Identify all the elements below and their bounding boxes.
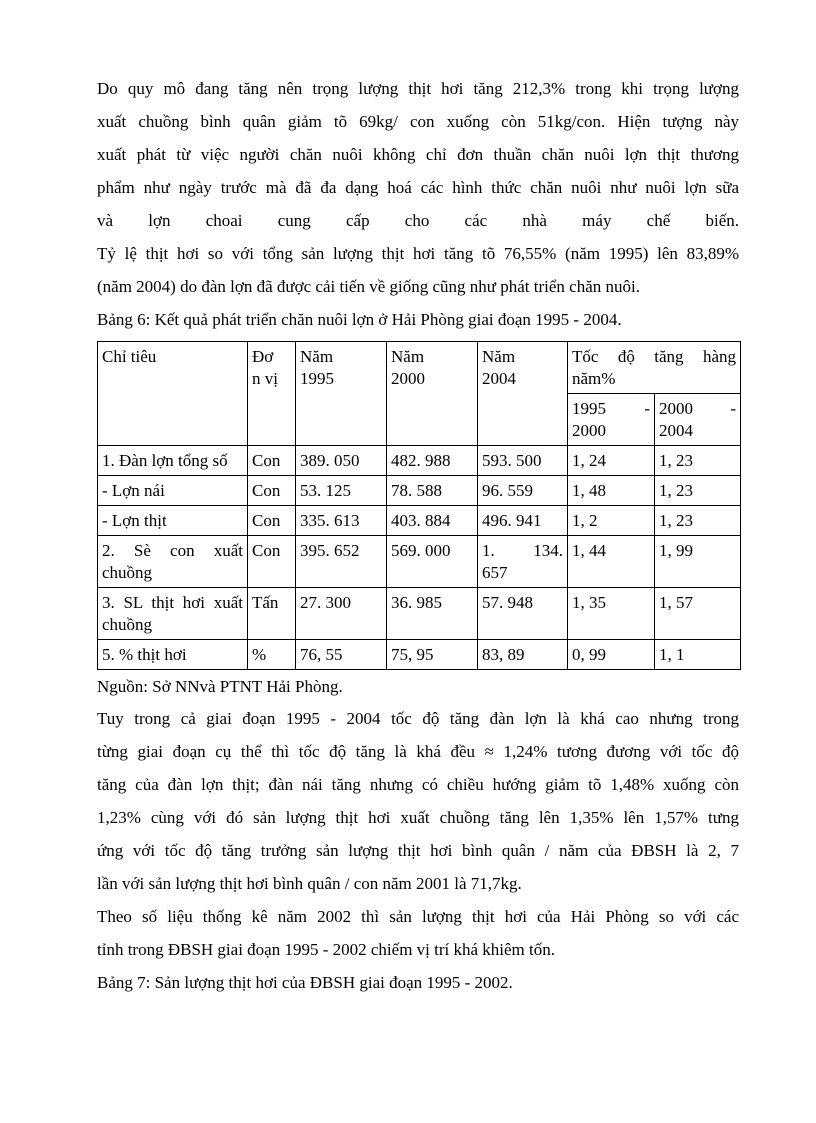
cell-indicator: 3. SL thịt hơi xuất chuồng: [98, 588, 248, 640]
text-line: ứng với tốc độ tăng trưởng sản lượng thịt hơi bình quân / năm của ĐBSH là 2, 7: [97, 841, 739, 860]
table-row: [98, 506, 741, 536]
document-page: [97, 72, 739, 999]
table-row: [98, 640, 741, 670]
cell-unit: Con: [248, 476, 296, 506]
header-indicator: Chỉ tiêu: [98, 342, 248, 446]
cell-indicator: 5. % thịt hơi: [98, 640, 248, 670]
cell-growth-1995-2000: 1, 48: [568, 476, 655, 506]
paragraph-growth-analysis: [97, 702, 739, 900]
cell-unit: Con: [248, 536, 296, 588]
header-year-2004: Năm 2004: [478, 342, 568, 446]
cell-growth-2000-2004: 1, 23: [655, 476, 741, 506]
cell-1995: 389. 050: [296, 446, 387, 476]
table7-caption: Bảng 7: Sản lượng thịt hơi của ĐBSH giai đoạn 1995 - 2002.: [97, 973, 513, 992]
cell-growth-1995-2000: 1, 44: [568, 536, 655, 588]
table-row: [98, 588, 741, 640]
cell-growth-2000-2004: 1, 99: [655, 536, 741, 588]
cell-unit: Con: [248, 446, 296, 476]
cell-indicator: 1. Đàn lợn tổng số: [98, 446, 248, 476]
cell-growth-1995-2000: 0, 99: [568, 640, 655, 670]
cell-growth-1995-2000: 1, 24: [568, 446, 655, 476]
paragraph-meat-weight: [97, 72, 739, 303]
cell-2000: 36. 985: [387, 588, 478, 640]
cell-unit: %: [248, 640, 296, 670]
cell-1995: 53. 125: [296, 476, 387, 506]
text-line: Do quy mô đang tăng nên trọng lượng thịt hơi tăng 212,3% trong khi trọng lượng: [97, 79, 739, 98]
table-row: [98, 446, 741, 476]
text-line: Theo số liệu thống kê năm 2002 thì sản lượng thịt hơi của Hải Phòng so với các: [97, 907, 739, 926]
cell-2004: 57. 948: [478, 588, 568, 640]
cell-2000: 75, 95: [387, 640, 478, 670]
text-line: phẩm như ngày trước mà đã đa dạng hoá các hình thức chăn nuôi như nuôi lợn sữa: [97, 178, 739, 197]
text-line: (năm 2004) do đàn lợn đã được cải tiến về giống cũng như phát triển chăn nuôi.: [97, 277, 640, 296]
text-line: lần với sản lượng thịt hơi bình quân / con năm 2001 là 71,7kg.: [97, 874, 522, 893]
header-period-2000-2004: 2000 - 2004: [655, 394, 741, 446]
text-line: từng giai đoạn cụ thể thì tốc độ tăng là khá đều ≈ 1,24% tương đương với tốc độ: [97, 742, 739, 761]
cell-unit: Tấn: [248, 588, 296, 640]
cell-2000: 482. 988: [387, 446, 478, 476]
cell-growth-1995-2000: 1, 35: [568, 588, 655, 640]
header-unit: Đơ n vị: [248, 342, 296, 446]
cell-2004: 593. 500: [478, 446, 568, 476]
cell-growth-1995-2000: 1, 2: [568, 506, 655, 536]
header-growth-rate: Tốc độ tăng hàng năm%: [568, 342, 741, 394]
cell-1995: 335. 613: [296, 506, 387, 536]
cell-indicator: - Lợn nái: [98, 476, 248, 506]
table6-source: Nguồn: Sở NNvà PTNT Hải Phòng.: [97, 677, 343, 696]
paragraph-statistics-2002: [97, 900, 739, 966]
cell-indicator: 2. Sè con xuất chuồng: [98, 536, 248, 588]
text-line: tăng của đàn lợn thịt; đàn nái tăng nhưng có chiều hướng giảm tõ 1,48% xuống còn: [97, 775, 739, 794]
header-period-1995-2000: 1995 - 2000: [568, 394, 655, 446]
cell-1995: 395. 652: [296, 536, 387, 588]
text-line: 1,23% cùng với đó sản lượng thịt hơi xuất chuồng tăng lên 1,35% lên 1,57% tưng: [97, 808, 739, 827]
text-line: và lợn choai cung cấp cho các nhà máy chế biến.: [97, 211, 739, 230]
table6-caption: Bảng 6: Kết quả phát triển chăn nuôi lợn ở Hải Phòng giai đoạn 1995 - 2004.: [97, 310, 622, 329]
header-year-1995: Năm 1995: [296, 342, 387, 446]
cell-indicator: - Lợn thịt: [98, 506, 248, 536]
cell-2004: 96. 559: [478, 476, 568, 506]
text-line: tỉnh trong ĐBSH giai đoạn 1995 - 2002 chiếm vị trí khá khiêm tốn.: [97, 940, 556, 959]
text-line: xuất chuồng bình quân giảm tõ 69kg/ con xuống còn 51kg/con. Hiện tượng này: [97, 112, 739, 131]
cell-2004: 1. 134. 657: [478, 536, 568, 588]
cell-growth-2000-2004: 1, 23: [655, 446, 741, 476]
cell-unit: Con: [248, 506, 296, 536]
cell-growth-2000-2004: 1, 57: [655, 588, 741, 640]
table-row: [98, 536, 741, 588]
table6-pig-farming-results: [97, 341, 741, 670]
cell-2000: 569. 000: [387, 536, 478, 588]
cell-1995: 27. 300: [296, 588, 387, 640]
table-row: [98, 476, 741, 506]
cell-2004: 83, 89: [478, 640, 568, 670]
text-line: xuất phát từ việc người chăn nuôi không chỉ đơn thuần chăn nuôi lợn thịt thương: [97, 145, 739, 164]
table-header-row: [98, 342, 741, 394]
text-line: Tuy trong cả giai đoạn 1995 - 2004 tốc độ tăng đàn lợn là khá cao nhưng trong: [97, 709, 739, 728]
header-year-2000: Năm 2000: [387, 342, 478, 446]
cell-growth-2000-2004: 1, 1: [655, 640, 741, 670]
cell-2000: 403. 884: [387, 506, 478, 536]
cell-1995: 76, 55: [296, 640, 387, 670]
cell-growth-2000-2004: 1, 23: [655, 506, 741, 536]
cell-2000: 78. 588: [387, 476, 478, 506]
text-line: Tỷ lệ thịt hơi so với tổng sản lượng thịt hơi tăng tõ 76,55% (năm 1995) lên 83,89%: [97, 244, 739, 263]
cell-2004: 496. 941: [478, 506, 568, 536]
